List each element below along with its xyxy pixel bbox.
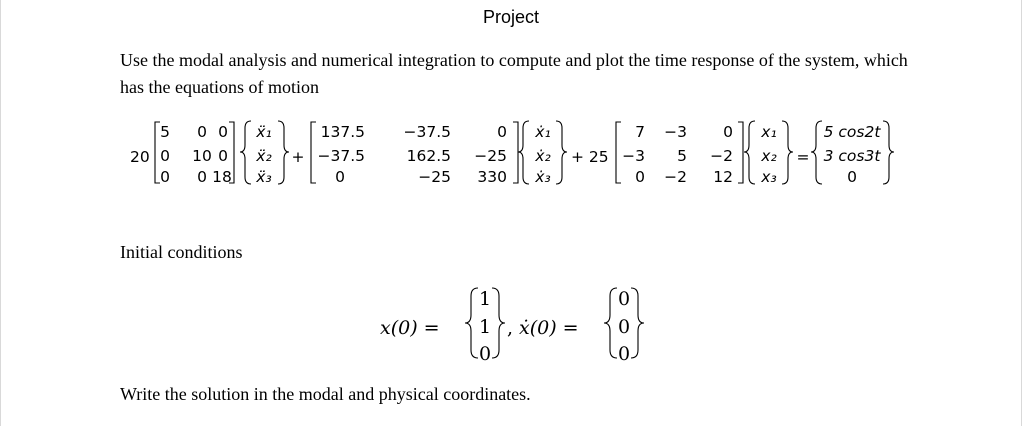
acc-vector-entry: ẍ₃ (256, 168, 272, 186)
damping-matrix-cell: −25 (474, 147, 507, 165)
stiffness-matrix-bracket-left (616, 122, 621, 183)
damping-matrix-cell: 0 (497, 123, 507, 141)
damping-matrix-cell: 137.5 (320, 123, 365, 141)
damping-matrix-bracket-right (513, 122, 518, 183)
v0-label: ẋ(0) = (519, 317, 579, 339)
disp-vector-brace-right (782, 121, 793, 184)
mass-matrix-cell: 5 (160, 123, 170, 141)
damping-matrix-cell: −25 (418, 168, 451, 186)
disp-vector-entry: x₂ (761, 147, 777, 165)
damping-matrix-cell: 0 (335, 168, 345, 186)
mass-matrix-cell: 18 (212, 168, 232, 186)
mass-matrix-cell: 0 (197, 123, 207, 141)
vel-vector-brace-right (556, 121, 567, 184)
mass-matrix-cell: 0 (160, 147, 170, 165)
force-vector-brace-left (811, 121, 822, 184)
x0-vector-brace-right (492, 288, 505, 358)
mass-matrix-cell: 0 (218, 123, 228, 141)
stiffness-matrix-cell: −3 (622, 147, 645, 165)
stiffness-matrix-cell: −3 (664, 123, 687, 141)
damping-matrix-cell: −37.5 (403, 123, 451, 141)
stiffness-matrix-cell: 5 (677, 147, 687, 165)
force-vector-entry: 3 cos3t (823, 147, 881, 165)
problem-statement: Use the modal analysis and numerical integration to compute and plot the time response of the system, which has the equations of motion (120, 50, 908, 97)
mass-matrix-cell: 0 (197, 168, 207, 186)
stiffness-matrix-cell: 0 (635, 168, 645, 186)
stiffness-matrix-cell: 7 (635, 123, 645, 141)
x0-vector-brace-left (465, 288, 478, 358)
force-vector-entry: 0 (847, 168, 857, 186)
damping-matrix-cell: 330 (477, 168, 507, 186)
vel-vector-entry: ẋ₂ (535, 147, 551, 165)
acc-vector-brace-right (278, 121, 289, 184)
damping-matrix-cell: 162.5 (406, 147, 451, 165)
mass-scalar: 20 (130, 148, 150, 166)
initial-conditions-label: Initial conditions (120, 242, 243, 262)
plus-sign: + (291, 148, 305, 166)
stiffness-matrix-cell: −2 (710, 147, 733, 165)
acc-vector-brace-left (240, 121, 251, 184)
damping-matrix-bracket-left (311, 122, 316, 183)
ic-separator: , (507, 317, 514, 339)
vel-vector-entry: ẋ₃ (535, 168, 551, 186)
x0-label: x(0) = (380, 317, 440, 339)
x0-vector-entry: 1 (478, 316, 492, 338)
mass-matrix-cell: 0 (160, 168, 170, 186)
acc-vector-entry: ẍ₂ (256, 147, 272, 165)
damping-matrix-cell: −37.5 (317, 147, 365, 165)
equals-sign: = (796, 148, 810, 166)
disp-vector-entry: x₃ (761, 168, 777, 186)
v0-vector-entry: 0 (617, 316, 631, 338)
v0-vector-brace-right (631, 288, 644, 358)
closing-instruction: Write the solution in the modal and physical coordinates. (120, 384, 531, 404)
x0-vector-entry: 1 (478, 288, 492, 310)
mass-matrix-cell: 0 (218, 147, 228, 165)
v0-vector-entry: 0 (617, 288, 631, 310)
force-vector-brace-right (883, 121, 894, 184)
x0-vector-entry: 0 (478, 343, 492, 365)
page-title: Project (482, 7, 540, 27)
stiffness-matrix-cell: 0 (723, 123, 733, 141)
force-vector-entry: 5 cos2t (823, 123, 881, 141)
v0-vector-entry: 0 (617, 343, 631, 365)
stiffness-matrix-cell: 12 (713, 168, 733, 186)
vel-vector-entry: ẋ₁ (535, 123, 551, 141)
v0-vector-brace-left (604, 288, 617, 358)
mass-matrix-cell: 10 (192, 147, 212, 165)
disp-vector-entry: x₁ (761, 123, 777, 141)
stiffness-scalar-term: + 25 (571, 148, 609, 166)
disp-vector-brace-left (744, 121, 755, 184)
stiffness-matrix-bracket-right (738, 122, 743, 183)
vel-vector-brace-left (518, 121, 529, 184)
stiffness-matrix-cell: −2 (664, 168, 687, 186)
acc-vector-entry: ẍ₁ (256, 123, 272, 141)
